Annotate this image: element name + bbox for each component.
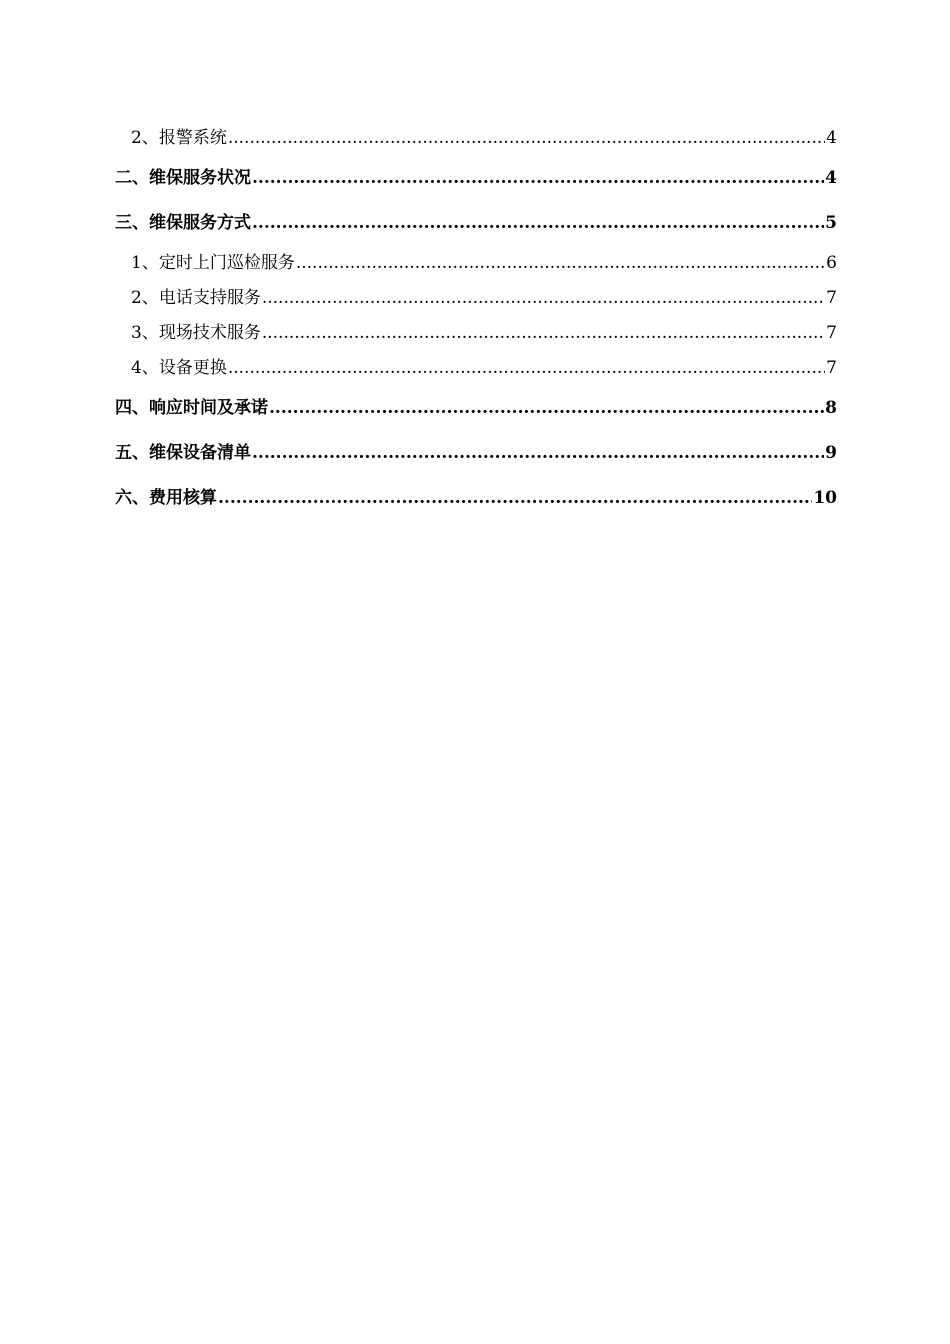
toc-leader-dots <box>269 397 824 419</box>
toc-entry-label: 二、维保服务状况 <box>115 167 251 188</box>
toc-entry-service-status[interactable] <box>115 155 837 200</box>
toc-page-number: 8 <box>825 397 837 418</box>
toc-page-number: 7 <box>826 287 837 308</box>
toc-leader-dots <box>296 252 825 274</box>
toc-entry-label: 1、定时上门巡检服务 <box>131 252 295 273</box>
toc-entry-equipment-replacement[interactable] <box>115 350 837 385</box>
toc-page-number: 5 <box>825 212 837 233</box>
toc-leader-dots <box>262 287 825 309</box>
toc-entry-equipment-list[interactable] <box>115 430 837 475</box>
table-of-contents <box>115 120 837 520</box>
toc-page-number: 10 <box>813 487 837 508</box>
toc-page-number: 6 <box>826 252 837 273</box>
toc-entry-label: 2、报警系统 <box>131 127 227 148</box>
toc-entry-cost-accounting[interactable] <box>115 475 837 520</box>
toc-leader-dots <box>228 357 825 379</box>
toc-leader-dots <box>218 487 812 509</box>
toc-page-number: 7 <box>826 322 837 343</box>
toc-entry-label: 五、维保设备清单 <box>115 442 251 463</box>
toc-entry-label: 2、电话支持服务 <box>131 287 261 308</box>
toc-page-number: 9 <box>825 442 837 463</box>
toc-leader-dots <box>252 442 824 464</box>
toc-leader-dots <box>252 212 824 234</box>
toc-entry-alarm-system[interactable] <box>115 120 837 155</box>
toc-page-number: 7 <box>826 357 837 378</box>
toc-entry-onsite-service[interactable] <box>115 315 837 350</box>
toc-entry-label: 4、设备更换 <box>131 357 227 378</box>
toc-page-number: 4 <box>826 127 837 148</box>
toc-entry-phone-support[interactable] <box>115 280 837 315</box>
toc-entry-label: 3、现场技术服务 <box>131 322 261 343</box>
toc-leader-dots <box>252 167 824 189</box>
toc-page-number: 4 <box>825 167 837 188</box>
toc-entry-label: 四、响应时间及承诺 <box>115 397 268 418</box>
toc-leader-dots <box>228 127 825 149</box>
toc-entry-label: 三、维保服务方式 <box>115 212 251 233</box>
toc-entry-service-method[interactable] <box>115 200 837 245</box>
toc-leader-dots <box>262 322 825 344</box>
toc-entry-response-time[interactable] <box>115 385 837 430</box>
toc-entry-label: 六、费用核算 <box>115 487 217 508</box>
toc-entry-scheduled-inspection[interactable] <box>115 245 837 280</box>
